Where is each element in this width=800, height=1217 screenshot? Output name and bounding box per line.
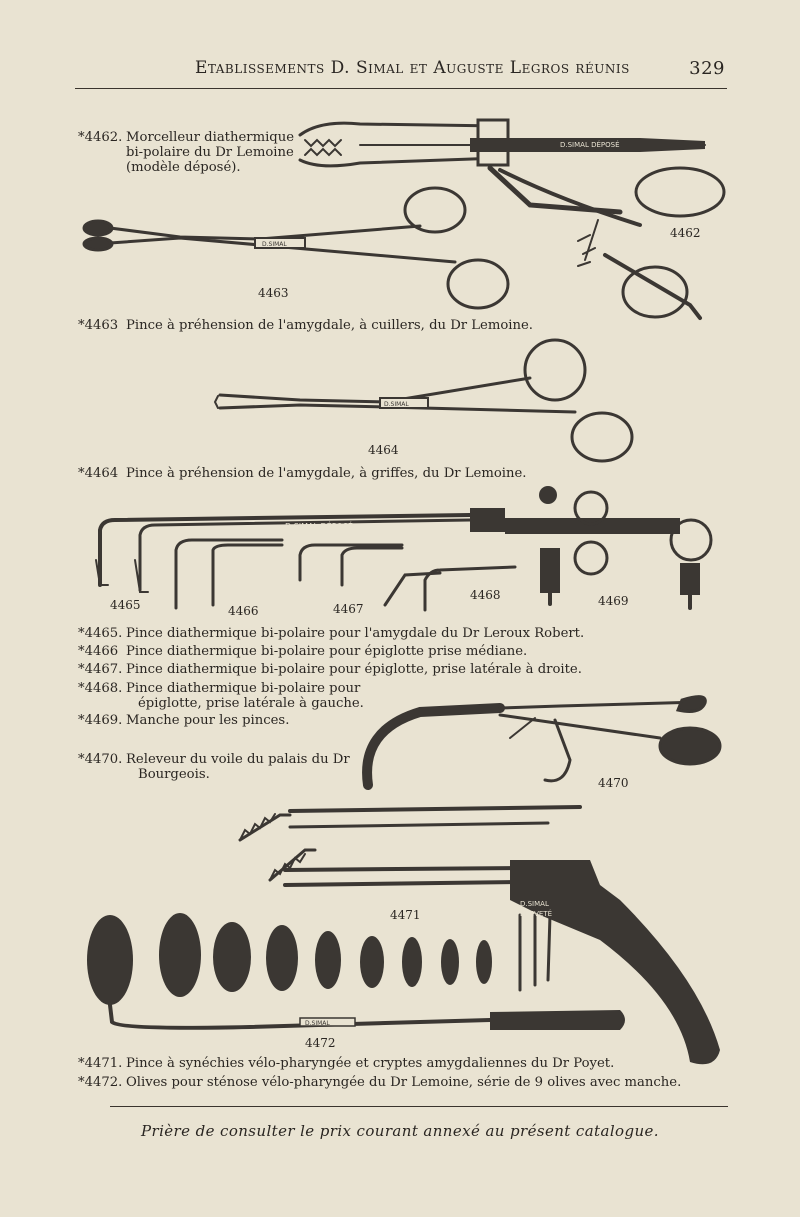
caption-text: Pince à préhension de l'amygdale, à cuillers, du Dr Lemoine. [126, 318, 533, 333]
mark-4471-simal: D.SIMAL [520, 900, 549, 908]
caption-4463 [78, 318, 533, 333]
caption-text: (modèle déposé). [126, 160, 241, 175]
caption-4464 [78, 466, 526, 481]
mark-4462: D.SIMAL DÉPOSÉ [560, 141, 620, 149]
caption-number: *4469. [78, 713, 123, 728]
caption-text: Pince diathermique bi-polaire pour [126, 681, 361, 696]
olive-handle-4472-illustration [110, 1005, 625, 1030]
fig-label-4467: 4467 [333, 602, 364, 616]
caption-4466 [78, 644, 527, 659]
footer-note: Prière de consulter le prix courant annexé au présent catalogue. [141, 1122, 659, 1140]
mark-4463: D.SIMAL [262, 241, 287, 248]
fig-label-4471: 4471 [390, 908, 421, 922]
olives-4472-illustration [87, 913, 492, 1005]
caption-text: Pince diathermique bi-polaire pour épiglotte prise médiane. [126, 644, 528, 659]
caption-number: *4463 [78, 318, 119, 333]
caption-4469 [78, 713, 289, 728]
fig-label-4465: 4465 [110, 598, 141, 612]
mark-4472: D.SIMAL [305, 1020, 330, 1027]
fig-label-4470: 4470 [598, 776, 629, 790]
caption-4462 [78, 130, 294, 175]
caption-text: Pince à préhension de l'amygdale, à griffes, du Dr Lemoine. [126, 466, 527, 481]
caption-text: Pince à synéchies vélo-pharyngée et cryptes amygdaliennes du Dr Poyet. [126, 1056, 615, 1071]
mark-4464: D.SIMAL [384, 401, 409, 408]
fig-label-4466: 4466 [228, 604, 259, 618]
caption-4468 [78, 681, 364, 711]
fig-label-4472: 4472 [305, 1036, 336, 1050]
mark-4471-brevete: BREVETÉ [520, 910, 552, 918]
caption-number: *4464 [78, 466, 119, 481]
caption-text: bi-polaire du Dr Lemoine [126, 145, 294, 160]
caption-number: *4465. [78, 626, 123, 641]
caption-4471 [78, 1056, 614, 1071]
caption-4465 [78, 626, 584, 641]
caption-text: épiglotte, prise latérale à gauche. [138, 696, 364, 711]
caption-text: Pince diathermique bi-polaire pour l'amygdale du Dr Leroux Robert. [126, 626, 585, 641]
caption-text: Manche pour les pinces. [126, 713, 290, 728]
caption-text: Olives pour sténose vélo-pharyngée du Dr Lemoine, série de 9 olives avec manche. [126, 1075, 682, 1090]
caption-text: Morcelleur diathermique [126, 130, 295, 145]
fig-label-4464: 4464 [368, 443, 399, 457]
caption-number: *4471. [78, 1056, 123, 1071]
pinces-4465-4469-illustration [96, 486, 711, 610]
caption-text: Pince diathermique bi-polaire pour épiglotte, prise latérale à droite. [126, 662, 582, 677]
fig-label-4462: 4462 [670, 226, 701, 240]
caption-number: *4466 [78, 644, 119, 659]
caption-4467 [78, 662, 582, 677]
pince-4464-illustration [215, 340, 632, 461]
page-number: 329 [689, 58, 725, 79]
caption-number: *4467. [78, 662, 123, 677]
caption-number: *4468. [78, 681, 123, 696]
releveur-4470-illustration [367, 697, 720, 785]
fig-label-4463: 4463 [258, 286, 289, 300]
footer-rule [110, 1106, 728, 1107]
mark-4465: D.SIMAL DÉPOSÉ [285, 522, 353, 531]
pince-4463-illustration [84, 188, 508, 308]
caption-4472 [78, 1075, 681, 1090]
fig-label-4468: 4468 [470, 588, 501, 602]
caption-number: *4470. [78, 752, 123, 767]
caption-number: *4462. [78, 130, 123, 145]
fig-label-4469: 4469 [598, 594, 629, 608]
caption-4470 [78, 752, 350, 782]
header-title: Etablissements D. Simal et Auguste Legros réunis [195, 58, 630, 78]
caption-text: Releveur du voile du palais du Dr [126, 752, 350, 767]
morcelleur-4462-illustration [300, 120, 724, 318]
caption-number: *4472. [78, 1075, 123, 1090]
caption-text: Bourgeois. [138, 767, 210, 782]
